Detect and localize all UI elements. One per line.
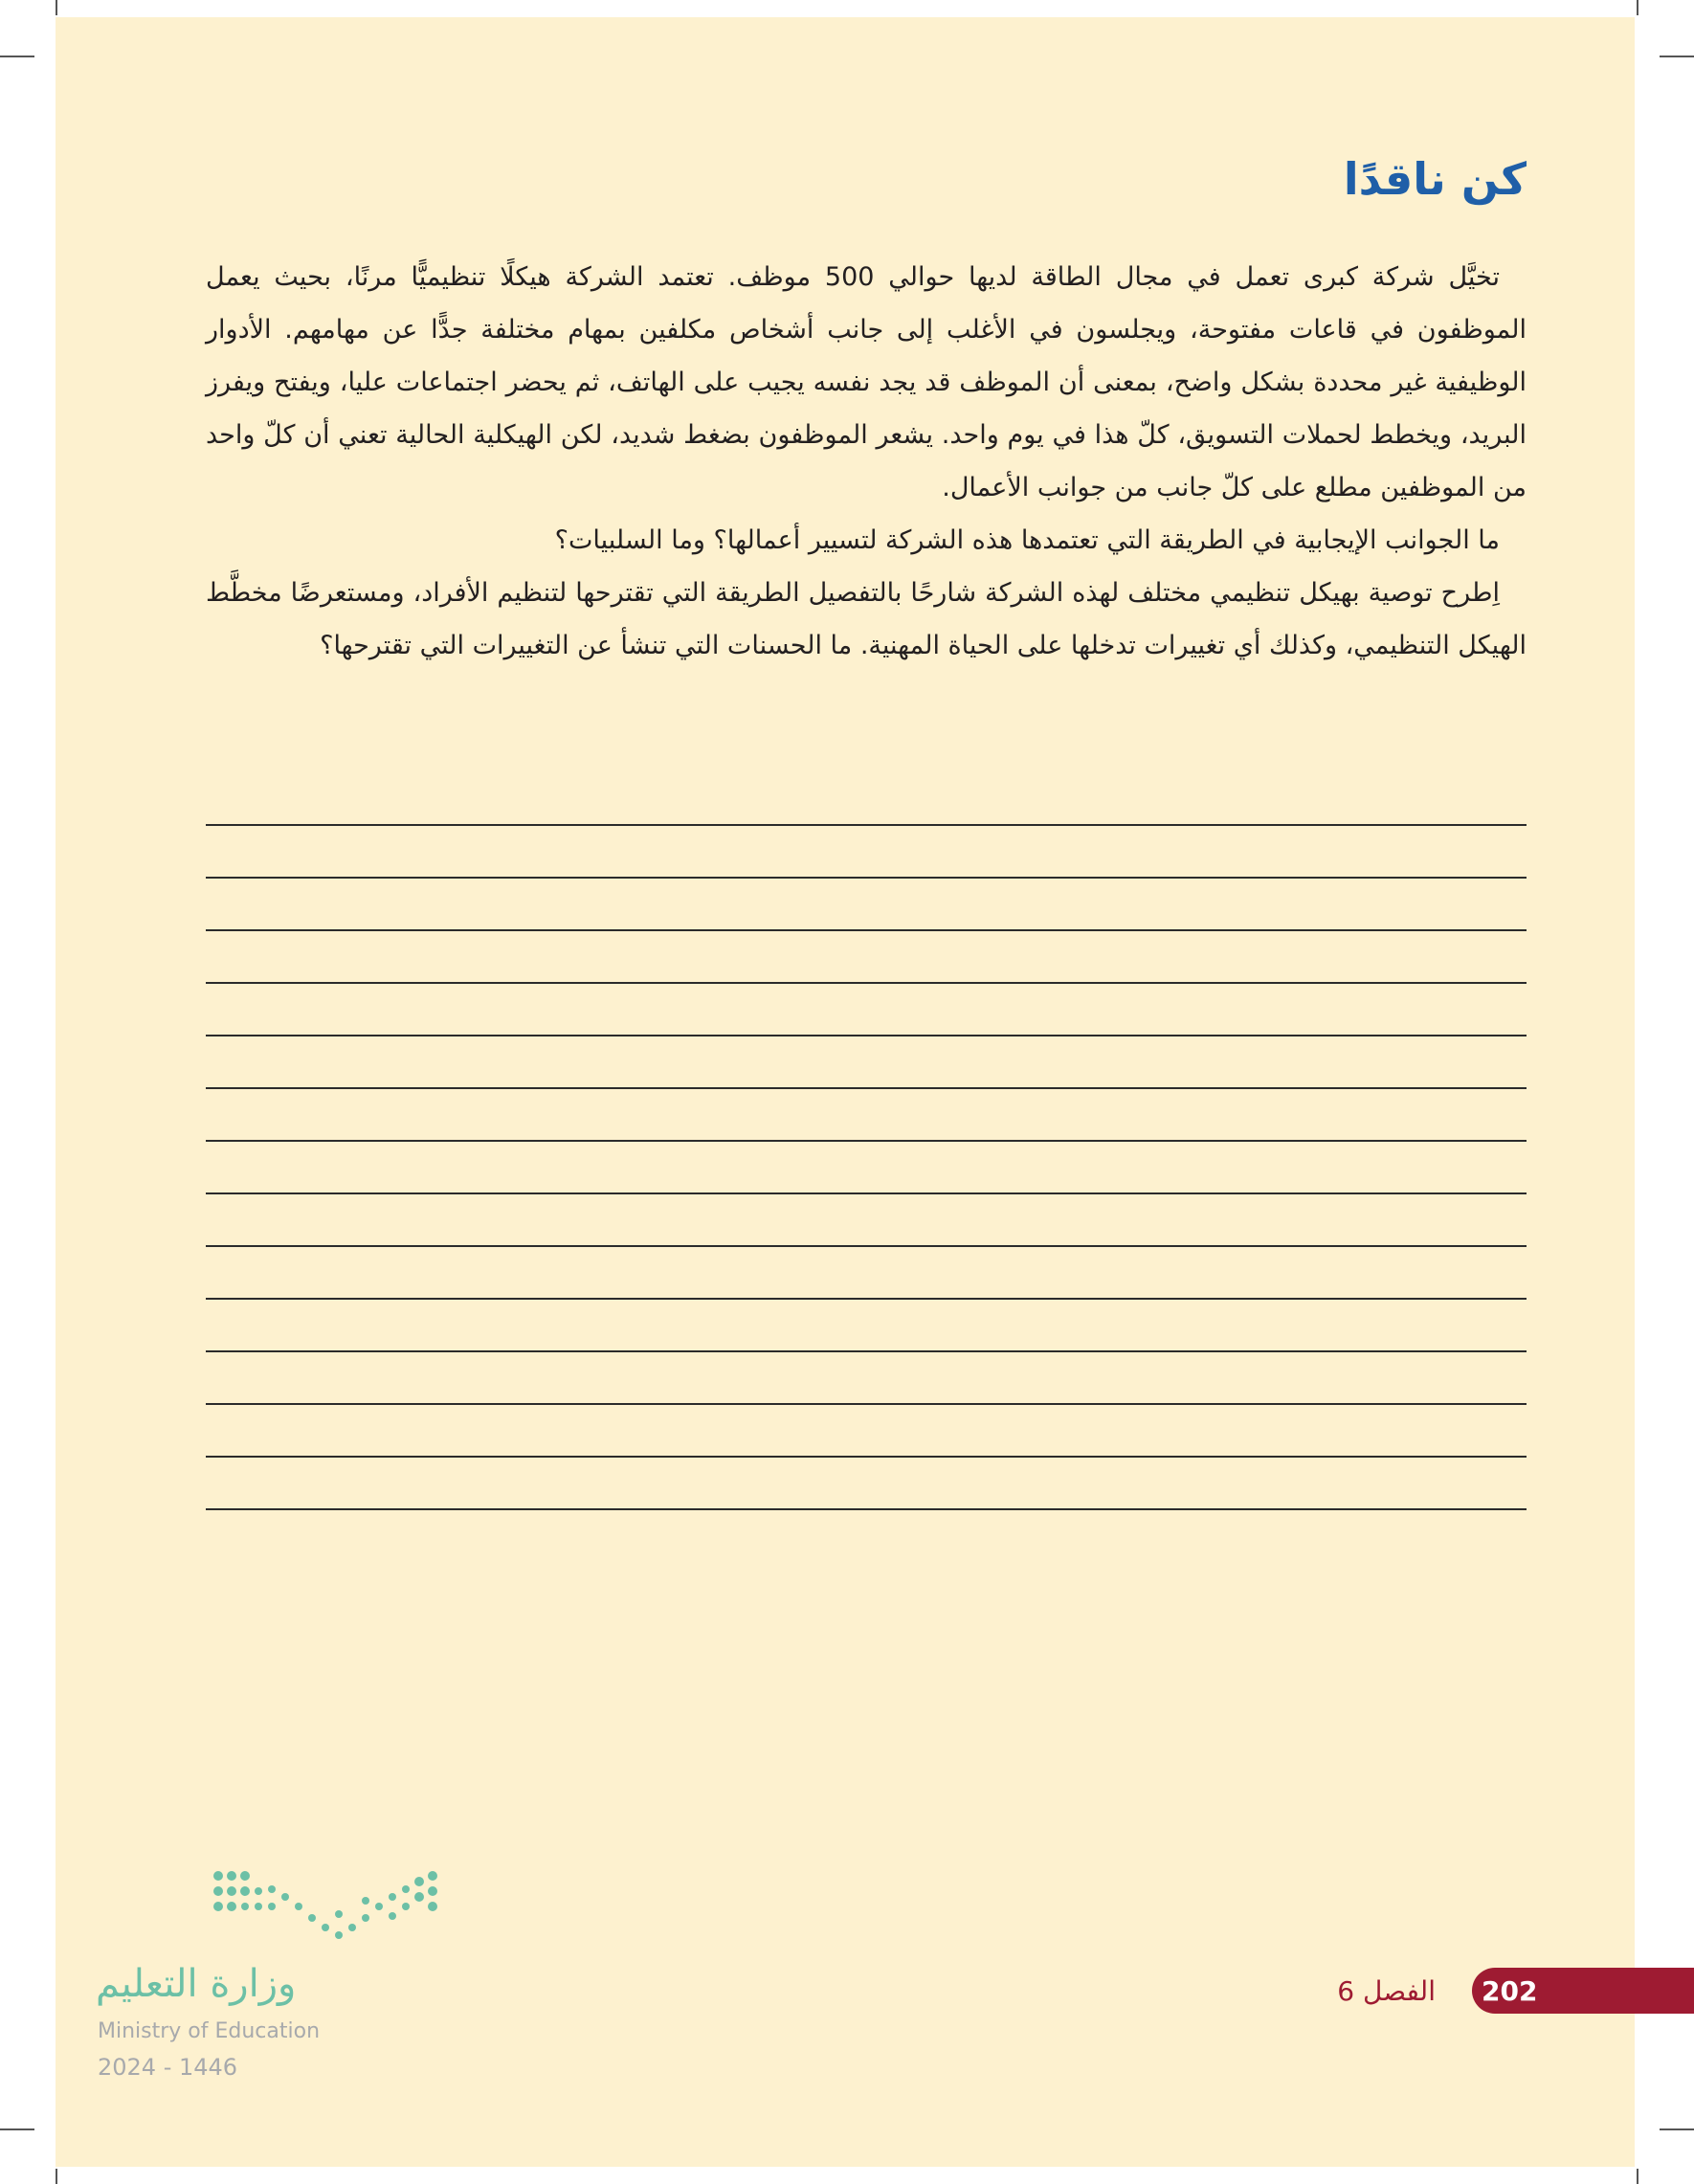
section-title: كن ناقدًا bbox=[1343, 153, 1527, 205]
ministry-name-english: Ministry of Education bbox=[98, 2019, 321, 2043]
ministry-logo-dots-icon bbox=[209, 1868, 448, 1947]
answer-line[interactable] bbox=[206, 826, 1527, 879]
answer-lines[interactable] bbox=[206, 773, 1527, 1510]
crop-mark bbox=[0, 2128, 34, 2130]
task-paragraph: اِطرح توصية بهيكل تنظيمي مختلف لهذه الشركة شارحًا بالتفصيل الطريقة التي تقترحها لتنظيم الأفراد، ومستعرضًا مخطَّط الهيكل التنظيمي، وكذلك أي تغييرات تدخلها على الحياة المهنية. ما الحسنات التي تنشأ عن التغييرات التي تقترحها؟ bbox=[206, 578, 1527, 660]
ministry-name-arabic: وزارة التعليم bbox=[96, 1962, 297, 2006]
answer-line[interactable] bbox=[206, 931, 1527, 984]
crop-mark bbox=[1637, 2169, 1638, 2184]
body-text bbox=[206, 251, 1527, 672]
answer-line[interactable] bbox=[206, 984, 1527, 1036]
answer-line[interactable] bbox=[206, 1352, 1527, 1405]
chapter-label: الفصل 6 bbox=[1337, 1975, 1436, 2007]
answer-line[interactable] bbox=[206, 1300, 1527, 1352]
answer-line[interactable] bbox=[206, 1247, 1527, 1300]
answer-line[interactable] bbox=[206, 1405, 1527, 1458]
answer-line[interactable] bbox=[206, 1036, 1527, 1089]
crop-mark bbox=[1637, 0, 1638, 15]
answer-line[interactable] bbox=[206, 773, 1527, 826]
crop-mark bbox=[1660, 56, 1694, 57]
answer-line[interactable] bbox=[206, 879, 1527, 931]
crop-mark bbox=[1660, 2128, 1694, 2130]
ministry-year: 2024 - 1446 bbox=[98, 2054, 238, 2081]
scenario-paragraph: تخيَّل شركة كبرى تعمل في مجال الطاقة لديها حوالي 500 موظف. تعتمد الشركة هيكلًا تنظيميًّا مرنًا، بحيث يعمل الموظفون في قاعات مفتوحة، ويجلسون في الأغلب إلى جانب أشخاص مكلفين بمهام مختلفة جدًّا عن مهامهم. الأدوار الوظيفية غير محددة بشكل واضح، بمعنى أن الموظف قد يجد نفسه يجيب على الهاتف، ثم يحضر اجتماعات عليا، ويفتح ويفرز البريد، ويخطط لحملات التسويق، كلّ هذا في يوم واحد. يشعر الموظفون بضغط شديد، لكن الهيكلية الحالية تعني أن كلّ واحد من الموظفين مطلع على كلّ جانب من جوانب الأعمال. bbox=[206, 262, 1527, 502]
answer-line[interactable] bbox=[206, 1458, 1527, 1510]
answer-line[interactable] bbox=[206, 1089, 1527, 1142]
page-number: 202 bbox=[1482, 1975, 1538, 2007]
answer-line[interactable] bbox=[206, 1194, 1527, 1247]
crop-mark bbox=[0, 56, 34, 57]
crop-mark bbox=[56, 2169, 57, 2184]
crop-mark bbox=[56, 0, 57, 15]
answer-line[interactable] bbox=[206, 1142, 1527, 1194]
question-paragraph: ما الجوانب الإيجابية في الطريقة التي تعتمدها هذه الشركة لتسيير أعمالها؟ وما السلبيات؟ bbox=[554, 525, 1500, 555]
